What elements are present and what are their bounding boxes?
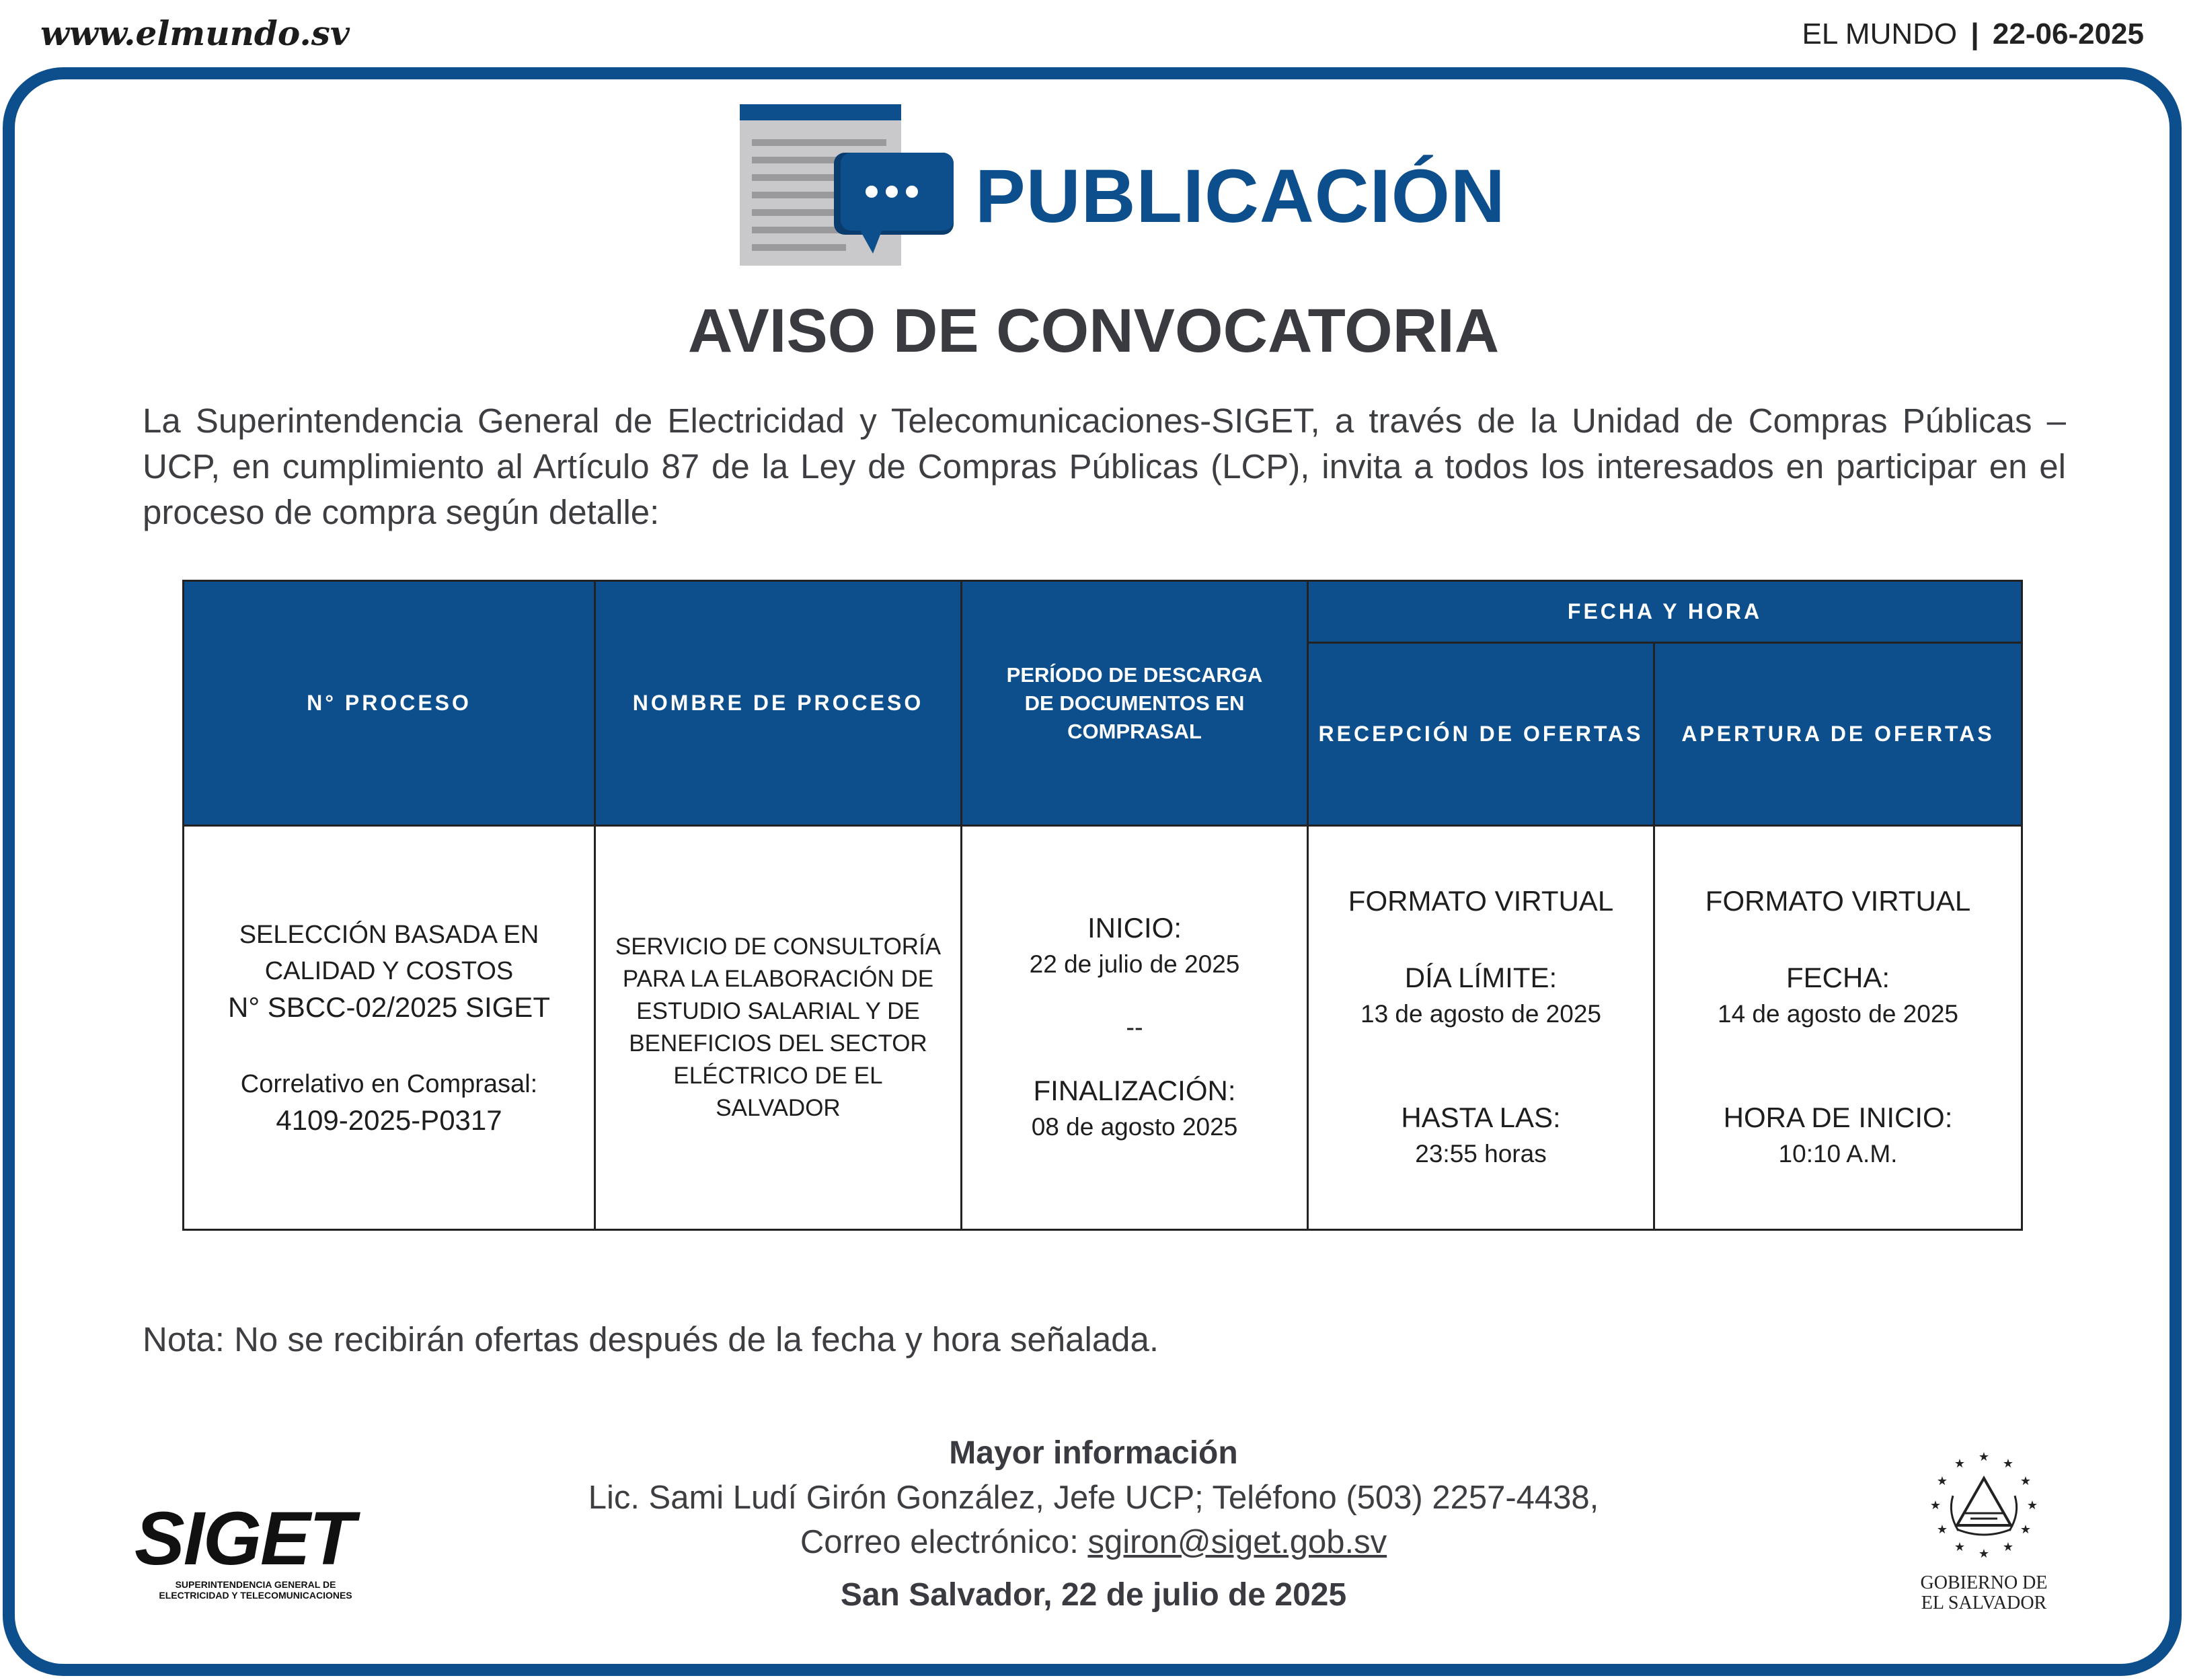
- svg-text:★: ★: [2020, 1474, 2032, 1488]
- hasta-las-label: HASTA LAS:: [1401, 1102, 1561, 1133]
- svg-text:★: ★: [2002, 1540, 2014, 1554]
- finalizacion-date: 08 de agosto 2025: [1031, 1113, 1238, 1141]
- document-chat-icon: [740, 104, 955, 269]
- newspaper-name: EL MUNDO: [1802, 17, 1958, 50]
- coat-of-arms-icon: [1917, 1446, 2051, 1567]
- proceso-type-line2: CALIDAD Y COSTOS: [264, 957, 514, 985]
- svg-text:★: ★: [1954, 1540, 1966, 1554]
- svg-text:★: ★: [1954, 1457, 1966, 1471]
- header-periodo-text: PERÍODO DE DESCARGA DE DOCUMENTOS EN COMPRASAL: [1006, 662, 1263, 743]
- cell-periodo-descarga: [962, 826, 1308, 1230]
- cell-recepcion-ofertas: [1308, 826, 1654, 1230]
- proceso-number: N° SBCC-02/2025 SIGET: [228, 991, 550, 1023]
- site-url-link[interactable]: www.elmundo.sv: [40, 13, 350, 53]
- svg-text:★: ★: [1978, 1450, 1990, 1464]
- table-row: [184, 826, 2022, 1230]
- cell-apertura-ofertas: [1654, 826, 2022, 1230]
- correlativo-value: 4109-2025-P0317: [276, 1104, 502, 1136]
- place-date: San Salvador, 22 de julio de 2025: [840, 1577, 1347, 1613]
- fecha-label: FECHA:: [1786, 962, 1890, 993]
- svg-text:★: ★: [2020, 1523, 2032, 1537]
- header-num-proceso: N° PROCESO: [184, 581, 595, 826]
- apertura-date: 14 de agosto de 2025: [1718, 1000, 1958, 1028]
- notice-title: AVISO DE CONVOCATORIA: [687, 297, 1500, 365]
- correlativo-label: Correlativo en Comprasal:: [240, 1070, 538, 1098]
- publication-label: PUBLICACIÓN: [975, 154, 1506, 238]
- finalizacion-label: FINALIZACIÓN:: [1033, 1075, 1236, 1106]
- siget-logo: [135, 1496, 383, 1601]
- top-bar: [0, 0, 2187, 67]
- header-fecha-hora: FECHA Y HORA: [1308, 581, 2022, 643]
- hora-inicio-label: HORA DE INICIO:: [1723, 1102, 1953, 1133]
- header-apertura-ofertas: APERTURA DE OFERTAS: [1654, 643, 2022, 826]
- svg-text:★: ★: [2026, 1498, 2038, 1513]
- proceso-type-line1: SELECCIÓN BASADA EN: [239, 921, 539, 949]
- siget-subtitle: [135, 1579, 377, 1601]
- svg-text:★: ★: [1936, 1474, 1948, 1488]
- siget-subtitle-line2: ELECTRICIDAD Y TELECOMUNICACIONES: [159, 1590, 352, 1601]
- more-info-heading: Mayor información: [949, 1435, 1238, 1471]
- cell-num-proceso: [184, 826, 595, 1230]
- recepcion-formato: FORMATO VIRTUAL: [1348, 885, 1614, 917]
- publication-header: [740, 104, 1506, 269]
- header-periodo-descarga: [962, 581, 1308, 826]
- hasta-las-time: 23:55 horas: [1415, 1140, 1547, 1168]
- siget-subtitle-line1: SUPERINTENDENCIA GENERAL DE: [175, 1579, 336, 1590]
- siget-wordmark: SIGET: [135, 1496, 354, 1580]
- header-recepcion-ofertas: RECEPCIÓN DE OFERTAS: [1308, 643, 1654, 826]
- masthead-separator: |: [1970, 17, 1979, 50]
- apertura-formato: FORMATO VIRTUAL: [1705, 885, 1971, 917]
- svg-text:★: ★: [1936, 1523, 1948, 1537]
- inicio-date: 22 de julio de 2025: [1029, 950, 1240, 978]
- email-link[interactable]: sgiron@siget.gob.sv: [1087, 1524, 1387, 1560]
- cell-nombre-proceso: [595, 826, 962, 1230]
- deadline-note: Nota: No se recibirán ofertas después de la fecha y hora señalada.: [143, 1320, 1159, 1359]
- government-line2: EL SALVADOR: [1921, 1593, 2047, 1613]
- contact-line: Lic. Sami Ludí Girón González, Jefe UCP; Teléfono (503) 2257-4438,: [588, 1480, 1599, 1516]
- masthead: [1802, 17, 2144, 51]
- dia-limite-date: 13 de agosto de 2025: [1360, 1000, 1601, 1028]
- government-logo: [1903, 1446, 2065, 1621]
- intro-paragraph: La Superintendencia General de Electricidad y Telecomunicaciones-SIGET, a través de la Unidad de Compras Públicas – UCP, en cumplimiento al Artículo 87 de la Ley de Compras Públicas (LCP), invita a todos los interesados en participar en el proceso de compra según detalle:: [143, 402, 2066, 531]
- inicio-label: INICIO:: [1087, 912, 1182, 944]
- period-dash: --: [1126, 1014, 1143, 1042]
- header-nombre-proceso: NOMBRE DE PROCESO: [595, 581, 962, 826]
- svg-text:★: ★: [2002, 1457, 2014, 1471]
- svg-text:★: ★: [1978, 1547, 1990, 1561]
- government-line1: GOBIERNO DE: [1920, 1572, 2048, 1593]
- svg-text:★: ★: [1929, 1498, 1942, 1513]
- government-text: [1903, 1573, 2065, 1613]
- nombre-proceso-text: SERVICIO DE CONSULTORÍA PARA LA ELABORACIÓN DE ESTUDIO SALARIAL Y DE BENEFICIOS DEL SECTOR ELÉCTRICO DE EL SALVADOR: [615, 933, 942, 1121]
- dia-limite-label: DÍA LÍMITE:: [1404, 962, 1558, 993]
- hora-inicio-time: 10:10 A.M.: [1778, 1140, 1898, 1168]
- edition-date: 22-06-2025: [1992, 17, 2144, 50]
- email-label: Correo electrónico:: [800, 1524, 1088, 1560]
- process-table: [182, 580, 2023, 1231]
